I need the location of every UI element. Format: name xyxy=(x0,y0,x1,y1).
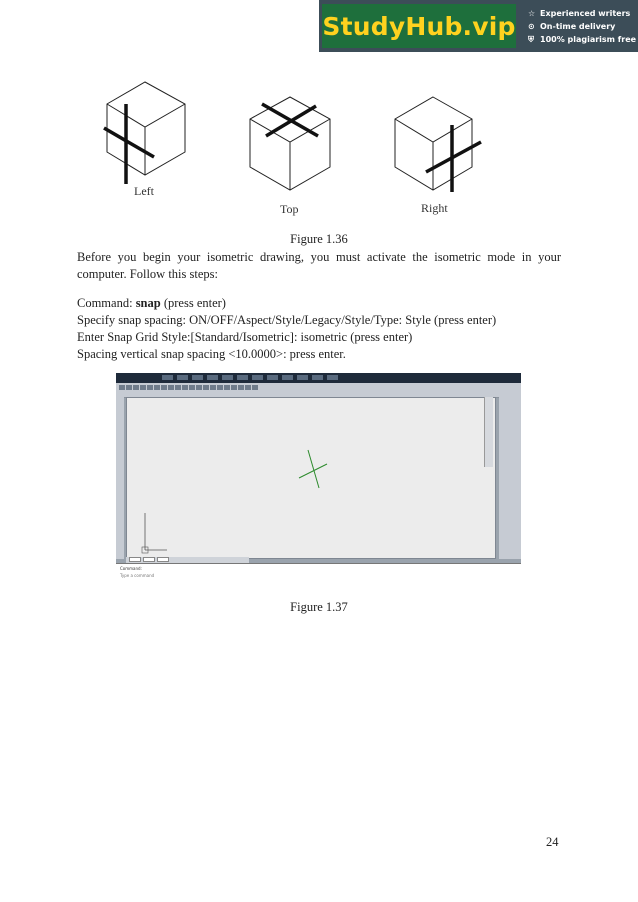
label-left: Left xyxy=(134,184,154,198)
step-line xyxy=(77,312,496,329)
autocad-screenshot xyxy=(116,373,521,583)
feature-text: On-time delivery xyxy=(540,21,616,31)
star-icon: ☆ xyxy=(528,8,536,18)
cross-right xyxy=(426,125,481,192)
figure-1-37-caption: Figure 1.37 xyxy=(290,600,348,614)
cad-drawing-area xyxy=(126,397,496,559)
step-text: Specify snap spacing: ON/OFF/Aspect/Style/Legacy/Style/Type: Style (press enter) xyxy=(77,313,497,327)
cad-command-line xyxy=(116,563,521,583)
cad-command-label: Command: xyxy=(120,566,142,571)
cross-left xyxy=(104,104,154,184)
step-text: (press enter) xyxy=(160,296,226,310)
cad-crosshair xyxy=(127,398,495,558)
isometric-cubes-figure xyxy=(0,0,638,230)
step-text: Command: xyxy=(77,296,136,310)
clock-icon: ⊙ xyxy=(528,21,535,31)
step-keyword: snap xyxy=(135,296,161,310)
step-line xyxy=(77,329,412,346)
cad-left-toolbar xyxy=(116,397,124,559)
intro-paragraph: Before you begin your isometric drawing, you must activate the isometric mode in your computer. Follow this steps: xyxy=(77,250,561,281)
cad-scrollbar xyxy=(484,397,493,467)
feature-text: Experienced writers xyxy=(540,8,631,18)
feature-text: 100% plagiarism free xyxy=(540,34,637,44)
cube-left xyxy=(107,82,185,175)
label-top: Top xyxy=(280,202,299,216)
shield-icon: ⛨ xyxy=(528,34,534,44)
step-line xyxy=(77,295,226,312)
brand-name: StudyHub.vip xyxy=(322,11,516,41)
cad-command-placeholder: Type a command xyxy=(120,573,155,578)
step-text: Spacing vertical snap spacing <10.0000>: press enter. xyxy=(77,347,346,361)
step-line xyxy=(77,346,346,363)
cad-menubar xyxy=(116,373,521,383)
cube-right xyxy=(395,97,472,190)
cad-right-toolbar xyxy=(499,397,521,559)
step-text: Enter Snap Grid Style:[Standard/Isometric]: isometric (press enter) xyxy=(77,330,413,344)
page-number: 24 xyxy=(546,835,559,849)
label-right: Right xyxy=(421,201,448,215)
cube-top xyxy=(250,97,330,190)
figure-1-36-caption: Figure 1.36 xyxy=(290,232,348,246)
